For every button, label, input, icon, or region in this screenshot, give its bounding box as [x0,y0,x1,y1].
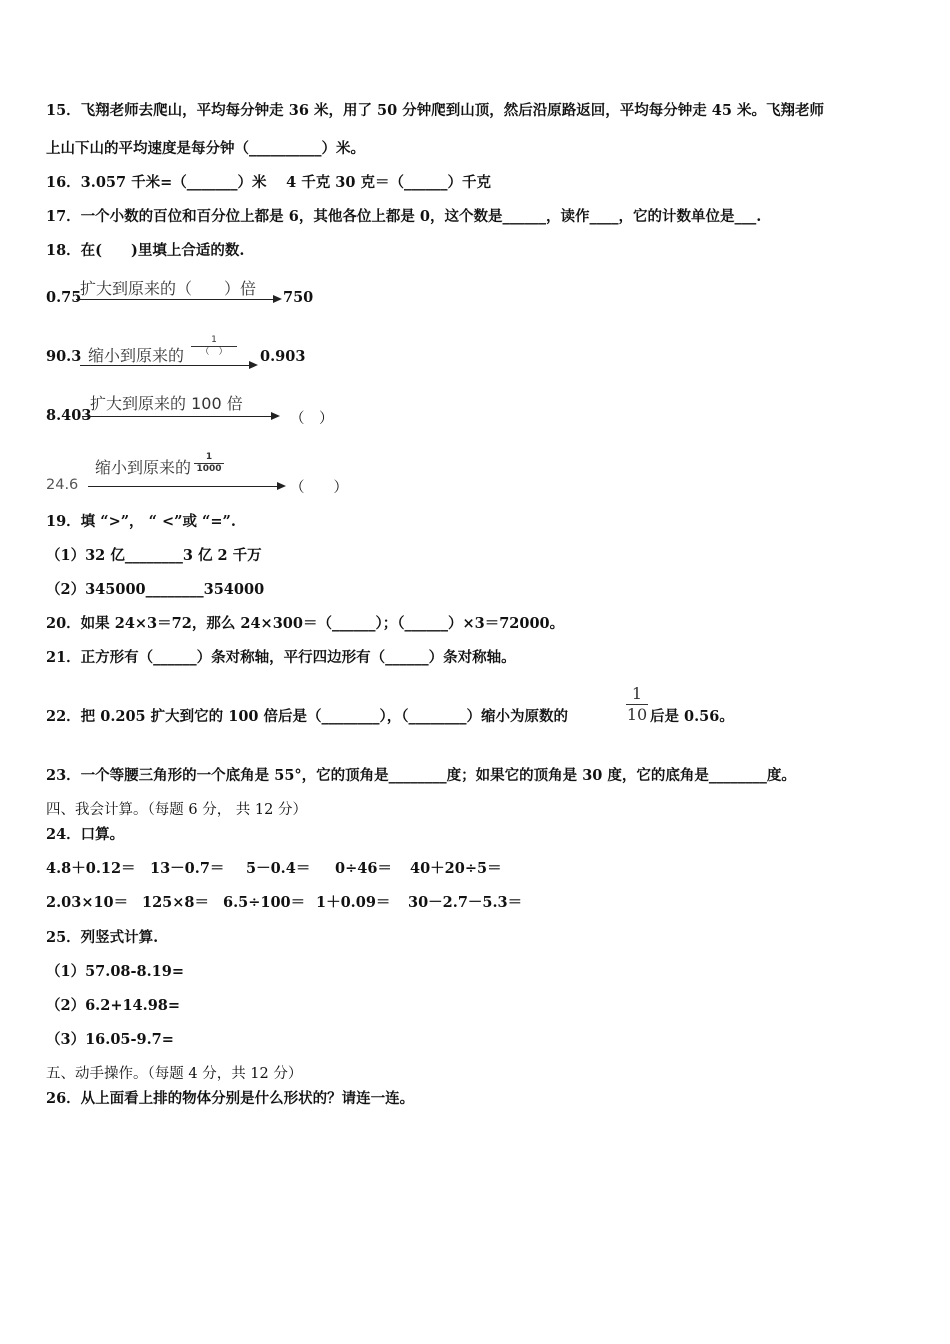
q19-title: 19．填 “>”， “ <”或 “=”. [46,513,236,530]
q24-r1-c5: 40＋20÷5＝ [410,860,502,877]
q18-row3-label: 扩大到原来的 100 倍 [90,394,243,413]
q22-before: 22．把 0.205 扩大到它的 100 倍后是（________），（________）缩小为原数的 [46,708,569,725]
q25-item2: （2）6.2+14.98= [46,997,181,1014]
q18-row4-label: 缩小到原来的 [95,458,192,477]
q24-title: 24．口算。 [46,826,125,843]
q18-row4-arrow [88,486,284,487]
q18-row1-arrow [76,299,280,300]
q18-row4-fraction [194,452,224,475]
q25-item1: （1）57.08-8.19= [46,963,184,980]
q22-frac-den: 10 [626,705,648,724]
q25-title: 25．列竖式计算. [46,929,159,946]
q18-row2-start: 90.3 [46,348,82,365]
q24-r1-c4: 0÷46＝ [335,860,392,877]
q22-frac-num: 1 [626,684,648,705]
q18-row2-arrow [80,365,256,366]
q21: 21．正方形有（______）条对称轴，平行四边形有（______）条对称轴。 [46,649,516,666]
q18-row2-label: 缩小到原来的 [88,346,185,365]
q18-row1-end: 750 [283,289,314,306]
q17: 17．一个小数的百位和百分位上都是 6，其他各位上都是 0，这个数是______，读作____，它的计数单位是___. [46,208,762,225]
q18-row3-arrow [82,416,278,417]
q24-r2-c4: 1＋0.09＝ [316,894,391,911]
q22-after: 后是 0.56。 [650,708,734,725]
q18-row4-end: （ ） [290,480,348,496]
q16: 16．3.057 千米=（_______）米 4 千克 30 克＝（______）千克 [46,174,491,191]
q24-r1-c2: 13－0.7＝ [150,860,225,877]
q19-item1: （1）32 亿________3 亿 2 千万 [46,547,262,564]
q18-row4-frac-num: 1 [194,452,224,464]
q24-r2-c2: 125×8＝ [142,894,210,911]
q23: 23．一个等腰三角形的一个底角是 55°，它的顶角是________度；如果它的顶角是 30 度，它的底角是________度。 [46,767,796,784]
q15-line2: 上山下山的平均速度是每分钟（__________）米。 [46,140,365,157]
q18-row2-frac-num: 1 [191,335,237,347]
q18-row3-start: 8.403 [46,407,92,424]
section-4-heading: 四、我会计算。（每题 6 分， 共 12 分） [46,802,307,818]
q24-r1-c1: 4.8＋0.12＝ [46,860,136,877]
q18-row1-start: 0.75 [46,289,82,306]
section-5-heading: 五、动手操作。（每题 4 分，共 12 分） [46,1066,303,1082]
q24-r1-c3: 5－0.4＝ [246,860,311,877]
q18-row4-frac-den: 1000 [196,464,222,474]
q24-r2-c3: 6.5÷100＝ [223,894,306,911]
q26: 26．从上面看上排的物体分别是什么形状的？请连一连。 [46,1090,415,1107]
q22-fraction [626,684,648,725]
q19-item2: （2）345000________354000 [46,581,265,598]
q25-item3: （3）16.05-9.7= [46,1031,174,1048]
q18-row2-fraction [191,335,237,358]
q18-row2-end: 0.903 [260,348,306,365]
q18-row4-start: 24.6 [46,477,79,493]
q18-row1-label: 扩大到原来的（ ）倍 [80,279,257,298]
q15-line1: 15．飞翔老师去爬山，平均每分钟走 36 米，用了 50 分钟爬到山顶，然后沿原路返回，平均每分钟走 45 米。飞翔老师 [46,102,824,119]
q18-title: 18．在( )里填上合适的数. [46,242,245,259]
q18-row2-frac-den: （ ） [200,347,228,357]
q24-r2-c1: 2.03×10＝ [46,894,129,911]
q24-r2-c5: 30－2.7－5.3＝ [408,894,523,911]
q18-row3-end: （ ） [290,411,334,427]
q20: 20．如果 24×3＝72，那么 24×300＝（______）；（______）×3＝72000。 [46,615,565,632]
